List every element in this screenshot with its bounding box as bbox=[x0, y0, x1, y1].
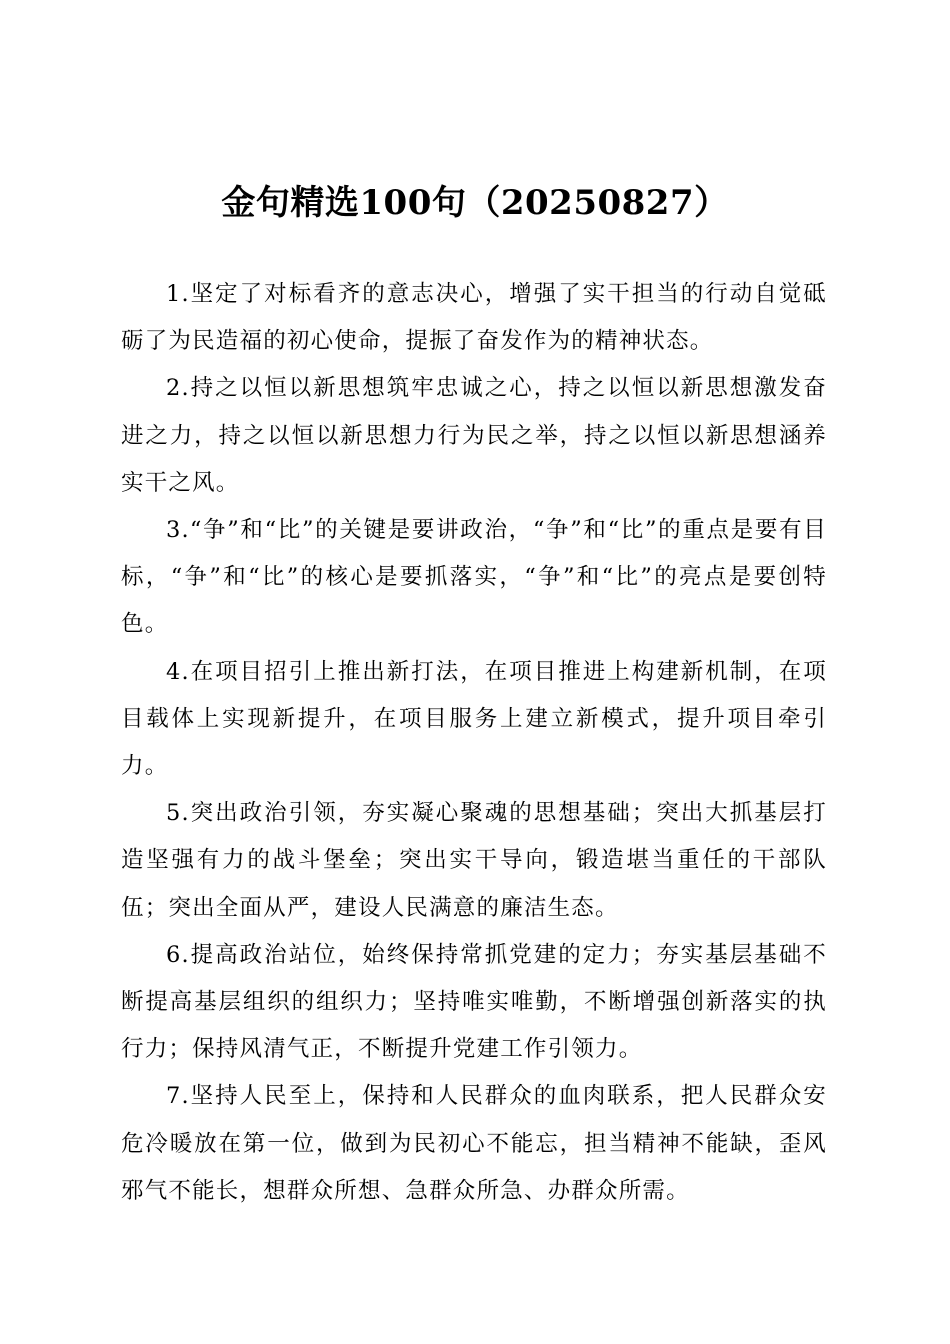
paragraph-6: 6.提高政治站位，始终保持常抓党建的定力；夯实基层基础不断提高基层组织的组织力；坚持唯实唯勤，不断增强创新落实的执行力；保持风清气正，不断提升党建工作引领力。 bbox=[121, 941, 827, 1063]
paragraph-2: 2.持之以恒以新思想筑牢忠诚之心，持之以恒以新思想激发奋进之力，持之以恒以新思想力行为民之举，持之以恒以新思想涵养实干之风。 bbox=[121, 375, 827, 496]
paragraph-7: 7.坚持人民至上，保持和人民群众的血肉联系，把人民群众安危冷暖放在第一位，做到为民初心不能忘，担当精神不能缺，歪风邪气不能长，想群众所想、急群众所急、办群众所需。 bbox=[121, 1083, 827, 1204]
paragraph-4: 4.在项目招引上推出新打法，在项目推进上构建新机制，在项目载体上实现新提升，在项目服务上建立新模式，提升项目牵引力。 bbox=[121, 658, 827, 780]
paragraph-3: 3.“争”和“比”的关键是要讲政治，“争”和“比”的重点是要有目标，“争”和“比”的核心是要抓落实，“争”和“比”的亮点是要创特色。 bbox=[121, 517, 827, 638]
paragraph-1: 1.坚定了对标看齐的意志决心，增强了实干担当的行动自觉砥砺了为民造福的初心使命，提振了奋发作为的精神状态。 bbox=[121, 281, 827, 355]
paragraph-5: 5.突出政治引领，夯实凝心聚魂的思想基础；突出大抓基层打造坚强有力的战斗堡垒；突出实干导向，锻造堪当重任的干部队伍；突出全面从严，建设人民满意的廉洁生态。 bbox=[121, 800, 827, 921]
document-title: 金句精选100句（20250827） bbox=[221, 183, 729, 223]
document-body bbox=[121, 271, 827, 1215]
